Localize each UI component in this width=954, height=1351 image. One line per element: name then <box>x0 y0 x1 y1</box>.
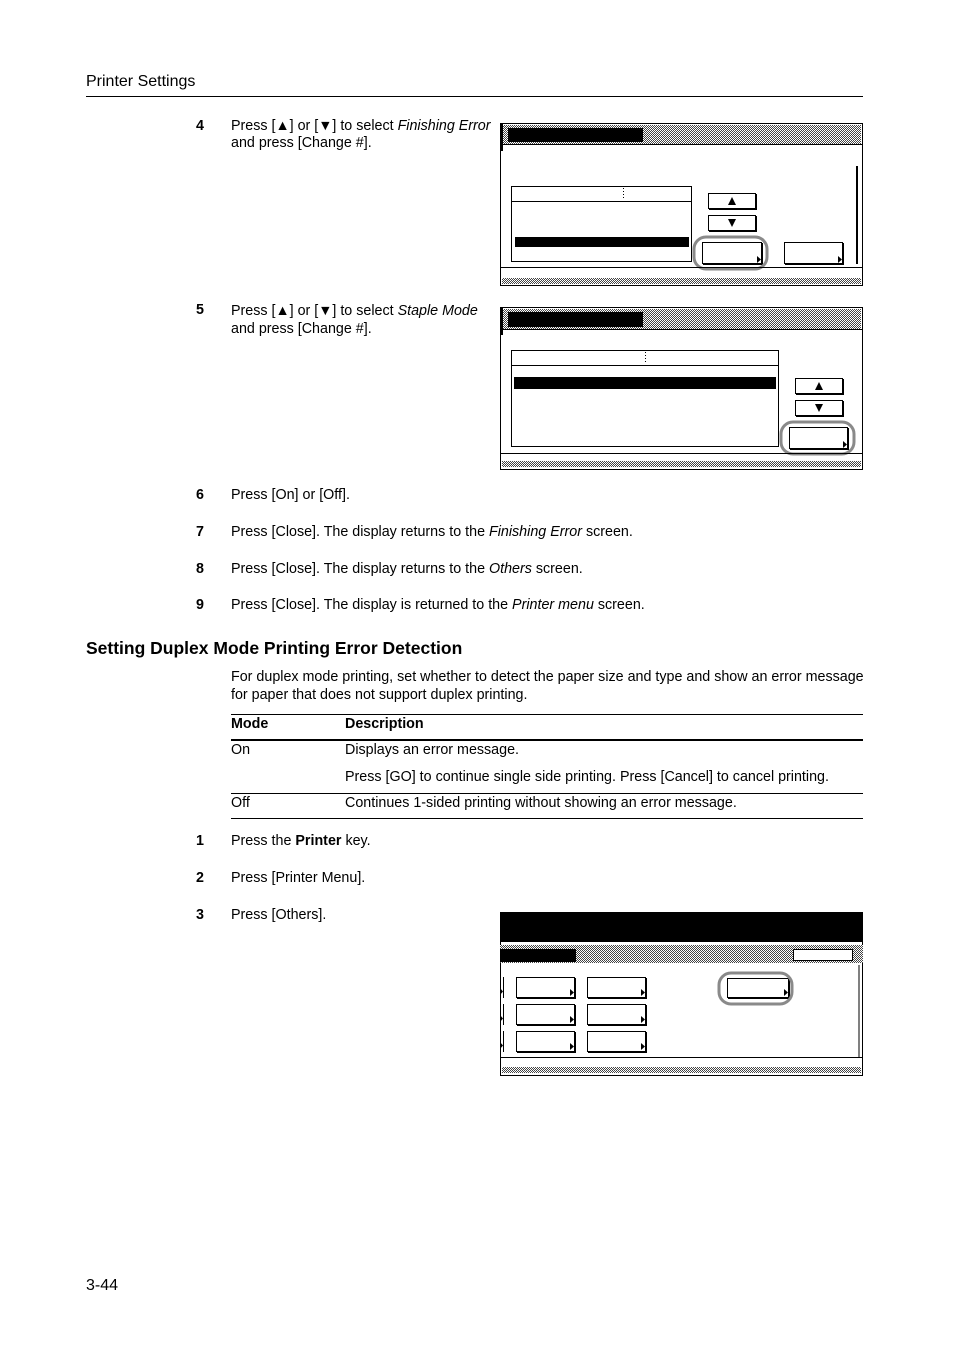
table-cell-description: Continues 1-sided printing without showing an error message. <box>345 795 737 811</box>
step-4-text <box>231 118 491 152</box>
footer-bar <box>502 278 861 284</box>
step-4-line-2: and press [Change #]. <box>231 135 372 151</box>
running-header: Printer Settings <box>86 73 196 90</box>
step-7-text <box>231 524 633 541</box>
step-number: 7 <box>196 524 204 540</box>
button-face <box>588 1005 646 1025</box>
setting-list-box <box>512 187 692 262</box>
step-5-line-1 <box>231 302 478 320</box>
left-edge-bar <box>500 307 503 335</box>
button-face <box>703 243 762 264</box>
step-number: 8 <box>196 561 204 577</box>
menu-button <box>517 1005 577 1027</box>
button-face <box>588 978 646 998</box>
step-number: 1 <box>196 833 204 849</box>
step-number: 3 <box>196 907 204 923</box>
table-header-description: Description <box>345 716 424 732</box>
step-9-text <box>231 597 645 614</box>
step-9-text-start: Press [Close]. The display is returned to the <box>231 597 513 613</box>
step-8-screen-name: Others <box>489 561 532 577</box>
selected-list-row <box>515 237 689 247</box>
header-rule <box>86 96 863 97</box>
step-7-screen-name: Finishing Error <box>489 524 582 540</box>
step-3-text: Press [Others]. <box>231 907 327 923</box>
secondary-button <box>785 243 845 266</box>
others-button <box>728 979 791 1000</box>
staple-mode-panel-screenshot <box>500 307 863 470</box>
step-7-text-end: screen. <box>581 524 633 540</box>
button-face <box>517 978 575 998</box>
step-5-setting-name: Staple Mode <box>397 303 478 319</box>
step-9-screen-name: Printer menu <box>512 597 594 613</box>
title-bar-button <box>794 950 853 961</box>
table-cell-mode: Off <box>231 795 250 811</box>
step-6-text: Press [On] or [Off]. <box>231 487 350 503</box>
table-header-rule <box>231 739 863 741</box>
menu-button <box>517 978 577 1000</box>
menu-button <box>588 1032 648 1054</box>
table-cell-description: Press [GO] to continue single side printing. Press [Cancel] to cancel printing. <box>345 769 829 785</box>
footer-bar <box>502 1067 861 1073</box>
step-1-text-start: Press the <box>231 833 296 849</box>
button-face <box>517 1032 575 1052</box>
finishing-error-panel-screenshot <box>500 123 863 286</box>
section-heading: Setting Duplex Mode Printing Error Detection <box>86 638 463 658</box>
printer-menu-panel-screenshot <box>500 912 863 1076</box>
button-face <box>588 1032 646 1052</box>
down-arrow-button <box>796 401 845 418</box>
step-5-text <box>231 302 478 338</box>
button-face <box>790 428 848 449</box>
step-4-screen-name: Finishing Error <box>397 118 491 134</box>
table-row-rule <box>231 793 863 794</box>
setting-list-box <box>512 351 779 447</box>
change-button <box>703 243 764 266</box>
table-cell-description: Displays an error message. <box>345 742 520 758</box>
down-arrow-button <box>709 216 758 233</box>
step-number: 2 <box>196 870 204 886</box>
title-block <box>508 312 643 327</box>
step-number: 5 <box>196 302 204 318</box>
step-4-text-start: Press [▲] or [▼] to select <box>231 118 398 134</box>
button-face <box>728 979 789 998</box>
selected-list-row <box>514 377 776 389</box>
footer-bar <box>502 461 861 467</box>
up-arrow-button <box>796 379 845 396</box>
step-1-text-end: key. <box>341 833 371 849</box>
step-9-text-end: screen. <box>593 597 645 613</box>
table-header-mode: Mode <box>231 716 269 732</box>
step-8-text-end: screen. <box>531 561 583 577</box>
up-arrow-button <box>709 194 758 211</box>
table-cell-mode: On <box>231 742 251 758</box>
step-4-line-1 <box>231 118 491 135</box>
step-1-text <box>231 833 371 850</box>
menu-button <box>517 1032 577 1054</box>
step-number: 6 <box>196 487 204 503</box>
table-bottom-rule <box>231 818 863 819</box>
menu-button <box>588 978 648 1000</box>
intro-line: for paper that does not support duplex printing. <box>231 687 528 703</box>
page-number: 3-44 <box>86 1277 119 1294</box>
title-block <box>508 128 643 142</box>
button-face <box>785 243 843 264</box>
left-edge-bar <box>500 123 503 151</box>
menu-button <box>588 1005 648 1027</box>
step-1-key-name: Printer <box>295 833 342 849</box>
step-8-text <box>231 561 583 578</box>
step-5-line-2: and press [Change #]. <box>231 321 372 337</box>
intro-paragraph <box>231 668 864 704</box>
step-number: 9 <box>196 597 204 613</box>
table-top-rule <box>231 714 863 715</box>
change-button <box>790 428 850 451</box>
step-number: 4 <box>196 118 204 134</box>
intro-line: For duplex mode printing, set whether to detect the paper size and type and show an error message <box>231 669 864 685</box>
button-face <box>517 1005 575 1025</box>
step-7-text-start: Press [Close]. The display returns to the <box>231 524 489 540</box>
step-5-text-start: Press [▲] or [▼] to select <box>231 303 398 319</box>
top-status-bar <box>500 912 863 942</box>
title-block <box>500 949 576 962</box>
step-8-text-start: Press [Close]. The display returns to the <box>231 561 489 577</box>
step-2-text: Press [Printer Menu]. <box>231 870 366 886</box>
